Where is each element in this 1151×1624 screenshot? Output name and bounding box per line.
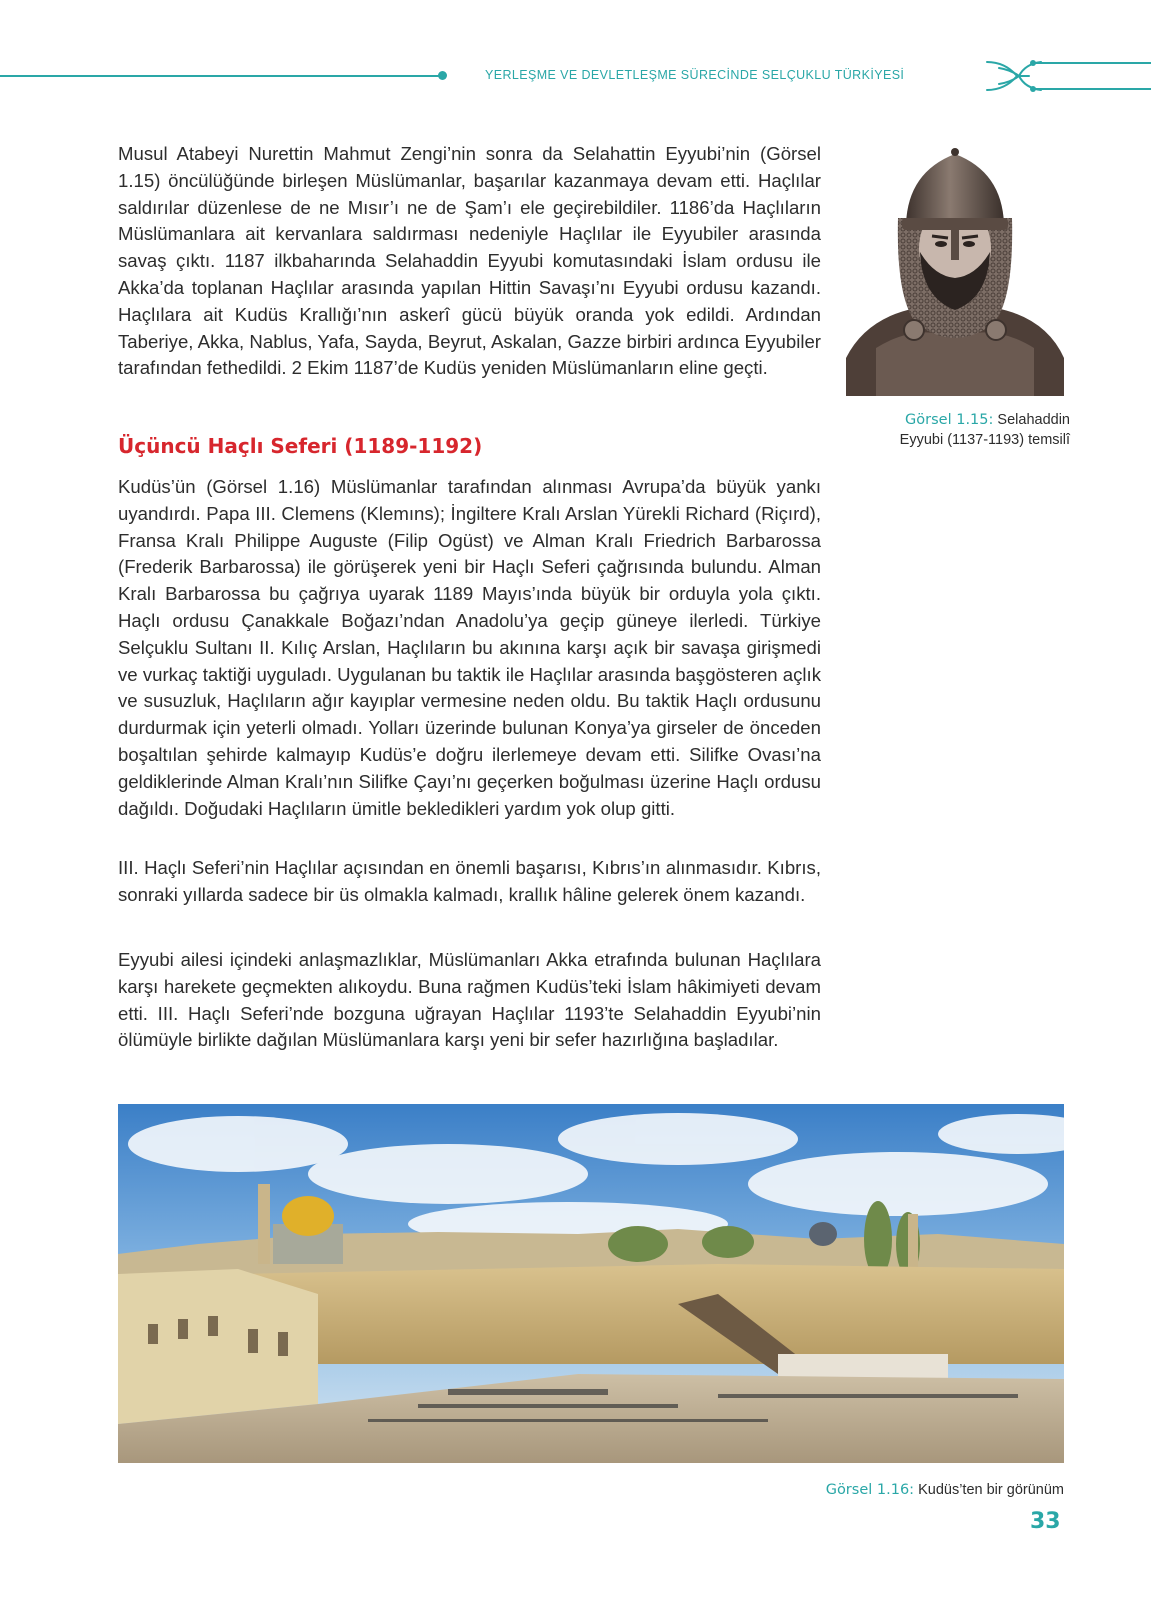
figure-1-15-caption [870,410,1070,450]
header-ornament-icon [985,56,1151,96]
figure-1-15-caption-line1: Selahaddin [997,412,1070,428]
running-header-title: YERLEŞME VE DEVLETLEŞME SÜRECİNDE SELÇUKLU TÜRKİYESİ [485,68,905,82]
paragraph-3: Eyyubi ailesi içindeki anlaşmazlıklar, Müslümanları Akka etrafında bulunan Haçlılara karşı harekete geçmekten alıkoydu. Buna rağmen Kudüs’teki İslam hâkimiyeti devam etti. III. Haçlı Seferi’nde bozguna uğrayan Haçlılar 1193’te Selahaddin Eyyubi’nin ölümüyle birlikte dağılan Müslümanlara karşı yeni bir sefer hazırlığına başladılar. [118,949,821,1051]
paragraph-2: III. Haçlı Seferi’nin Haçlılar açısından en önemli başarısı, Kıbrıs’ın alınmasıdır. Kıbrıs, sonraki yıllarda sadece bir üs olmakla kalmadı, krallık hâline gelerek önem kazandı. [118,857,821,905]
section-title: Üçüncü Haçlı Seferi (1189-1192) [118,434,483,458]
kudus-panorama-image [118,1104,1064,1463]
selahaddin-portrait-image [846,148,1064,396]
figure-1-15-label: Görsel 1.15: [905,412,994,428]
figure-1-16-caption [640,1480,1064,1500]
header-rule-dot [438,71,447,80]
header-rule [0,75,444,77]
figure-1-15-caption-line2: Eyyubi (1137-1193) temsilî [899,432,1070,448]
figure-1-16-caption-text: Kudüs’ten bir görünüm [918,1482,1064,1498]
page-number: 33 [1030,1509,1061,1534]
intro-paragraph: Musul Atabeyi Nurettin Mahmut Zengi’nin sonra da Selahattin Eyyubi’nin (Görsel 1.15) öncülüğünde birleşen Müslümanlar, başarılar kazanmaya devam etti. Haçlılar saldırılar düzenlese de ne Mısır’ı ne de Şam’ı ele geçirebildiler. 1186’da Haçlıların Müslümanlara ait kervanlara saldırması nedeniyle Haçlılar ile Eyyubiler arasında savaş çıktı. 1187 ilkbaharında Selahaddin Eyyubi komutasındaki İslam ordusu ile Akka’da toplanan Haçlılar arasında yapılan Hittin Savaşı’nı Eyyubi ordusu kazandı. Haçlılara ait Kudüs Krallığı’nın askerî gücü büyük oranda yok edildi. Ardından Taberiye, Akka, Nablus, Yafa, Sayda, Beyrut, Askalan, Gazze birbiri ardınca Eyyubiler tarafından fethedildi. 2 Ekim 1187’de Kudüs yeniden Müslümanların eline geçti. [118,143,821,379]
figure-1-16-label: Görsel 1.16: [825,1482,915,1498]
paragraph-1: Kudüs’ün (Görsel 1.16) Müslümanlar tarafından alınması Avrupa’da büyük yankı uyandırdı. Papa III. Clemens (Klemıns); İngiltere Kralı Arslan Yürekli Richard (Riçırd), Fransa Kralı Philippe Auguste (Filip Ogüst) ve Alman Kralı Friedrich Barbarossa (Frederik Barbarossa) ile görüşerek yeni bir Haçlı Seferi çağrısında bulundu. Alman Kralı Barbarossa bu çağrıya uyarak 1189 Mayıs’ında büyük bir orduyla yola çıktı. Haçlı ordusu Çanakkale Boğazı’ndan Anadolu’ya geçip güneye ilerledi. Türkiye Selçuklu Sultanı II. Kılıç Arslan, Haçlıların bu akınına karşı açık bir savaşa girişmedi ve vurkaç taktiği uyguladı. Uygulanan bu taktik ile Haçlılar arasında başgösteren açlık ve susuzluk, Haçlıların ağır kayıplar vermesine neden oldu. Bu taktik Haçlı ordusunu durdurmak için yeterli olmadı. Yolları üzerinde bulunan Konya’ya girseler de önceden boşaltılan şehirde kalmayıp Kudüs’e doğru ilerlemeye devam etti. Silifke Ovası’na geldiklerinde Alman Kralı’nın Silifke Çayı’nı geçerken boğulması üzerine Haçlı ordusu dağıldı. Doğudaki Haçlıların ümitle bekledikleri yardım yok olup gitti. [118,476,821,819]
